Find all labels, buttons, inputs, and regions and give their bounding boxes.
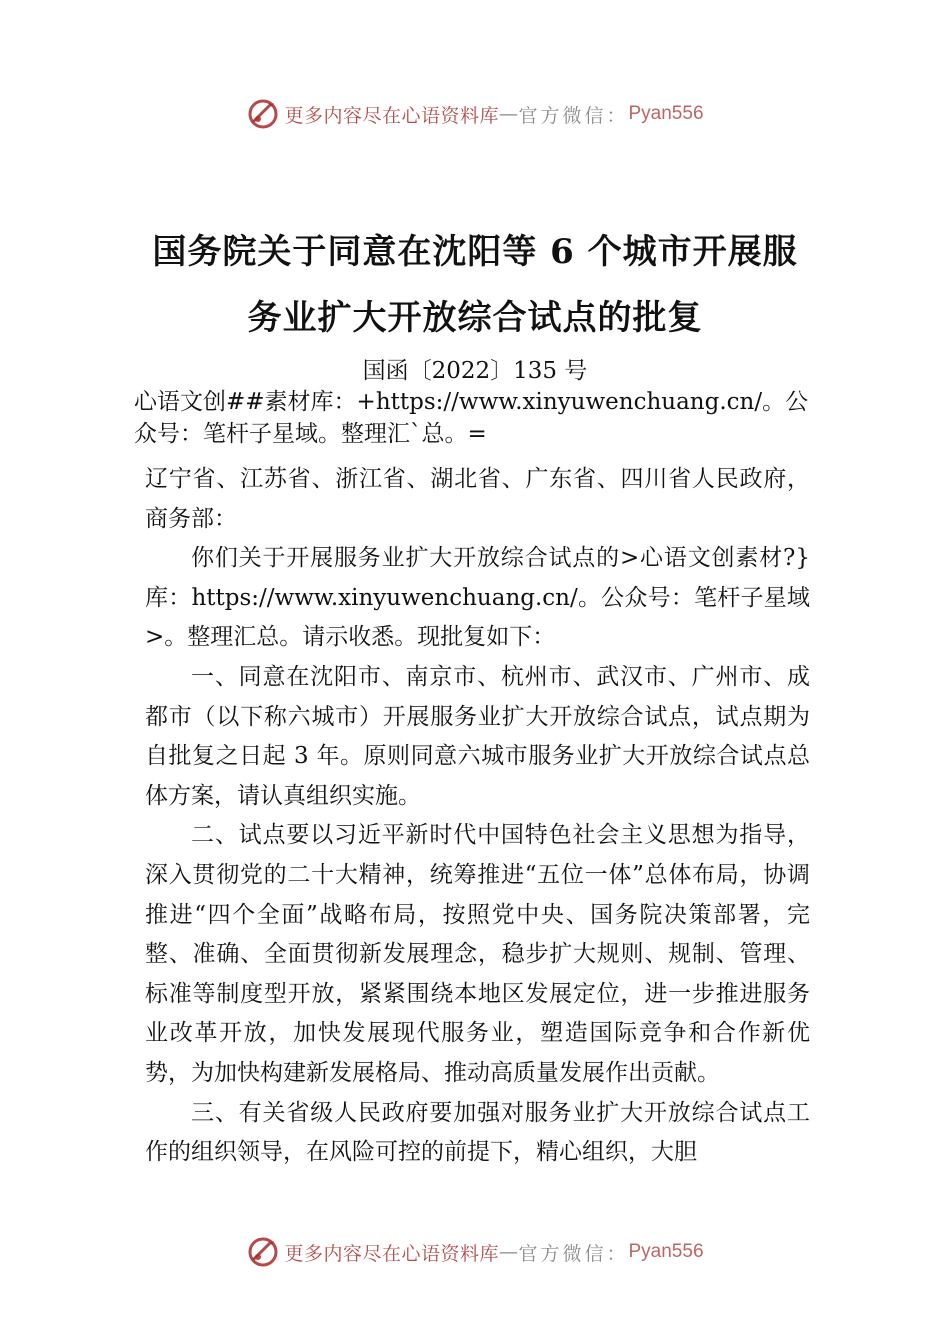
document-title-line-2: 务业扩大开放综合试点的批复 bbox=[247, 298, 703, 338]
watermark-header bbox=[0, 96, 950, 132]
paragraph-1: 你们关于开展服务业扩大开放综合试点的>心语文创素材?}库：https://www.xinyuwenchuang.cn/。公众号：笔杆子星域>。整理汇总。请示收悉。现批复如下： bbox=[145, 545, 810, 651]
watermark-text: 更多内容尽在心语资料库 bbox=[284, 1242, 499, 1265]
paragraph-2: 一、同意在沈阳市、南京市、杭州市、武汉市、广州市、成都市（以下称六城市）开展服务业扩大开放综合试点，试点期为自批复之日起 3 年。原则同意六城市服务业扩大开放综合试点总体方案，请认真组织实施。 bbox=[145, 663, 810, 809]
watermark-wechat-id: Pyan556 bbox=[628, 1241, 704, 1262]
document-body bbox=[145, 460, 810, 1173]
watermark-wechat-id: Pyan556 bbox=[628, 103, 704, 124]
xinyu-logo-icon bbox=[246, 97, 280, 131]
addressee: 辽宁省、江苏省、浙江省、湖北省、广东省、四川省人民政府，商务部： bbox=[145, 466, 810, 532]
watermark-dash: — bbox=[498, 103, 519, 125]
watermark-footer bbox=[0, 1234, 950, 1270]
watermark-dash: — bbox=[498, 1241, 519, 1263]
source-note: 心语文创##素材库：+https://www.xinyuwenchuang.cn/。公众号：笔杆子星域。整理汇`总。= bbox=[134, 389, 809, 447]
paragraph-4: 三、有关省级人民政府要加强对服务业扩大开放综合试点工作的组织领导，在风险可控的前提下，精心组织，大胆 bbox=[145, 1099, 810, 1166]
watermark-label: 官方微信： bbox=[518, 104, 629, 127]
paragraph-3: 二、试点要以习近平新时代中国特色社会主义思想为指导，深入贯彻党的二十大精神，统筹推进“五位一体”总体布局，协调推进“四个全面”战略布局，按照党中央、国务院决策部署，完整、准确、全面贯彻新发展理念，稳步扩大规则、规制、管理、标准等制度型开放，紧紧围绕本地区发展定位，进一步推进服务业改革开放，加快发展现代服务业，塑造国际竞争和合作新优势，为加快构建新发展格局、推动高质量发展作出贡献。 bbox=[145, 822, 810, 1086]
watermark-text: 更多内容尽在心语资料库 bbox=[284, 104, 499, 127]
xinyu-logo-icon bbox=[246, 1235, 280, 1269]
document-title-line-1: 国务院关于同意在沈阳等 6 个城市开展服 bbox=[152, 232, 798, 272]
document-number: 国函〔2022〕135 号 bbox=[362, 358, 588, 384]
watermark-label: 官方微信： bbox=[518, 1242, 629, 1265]
